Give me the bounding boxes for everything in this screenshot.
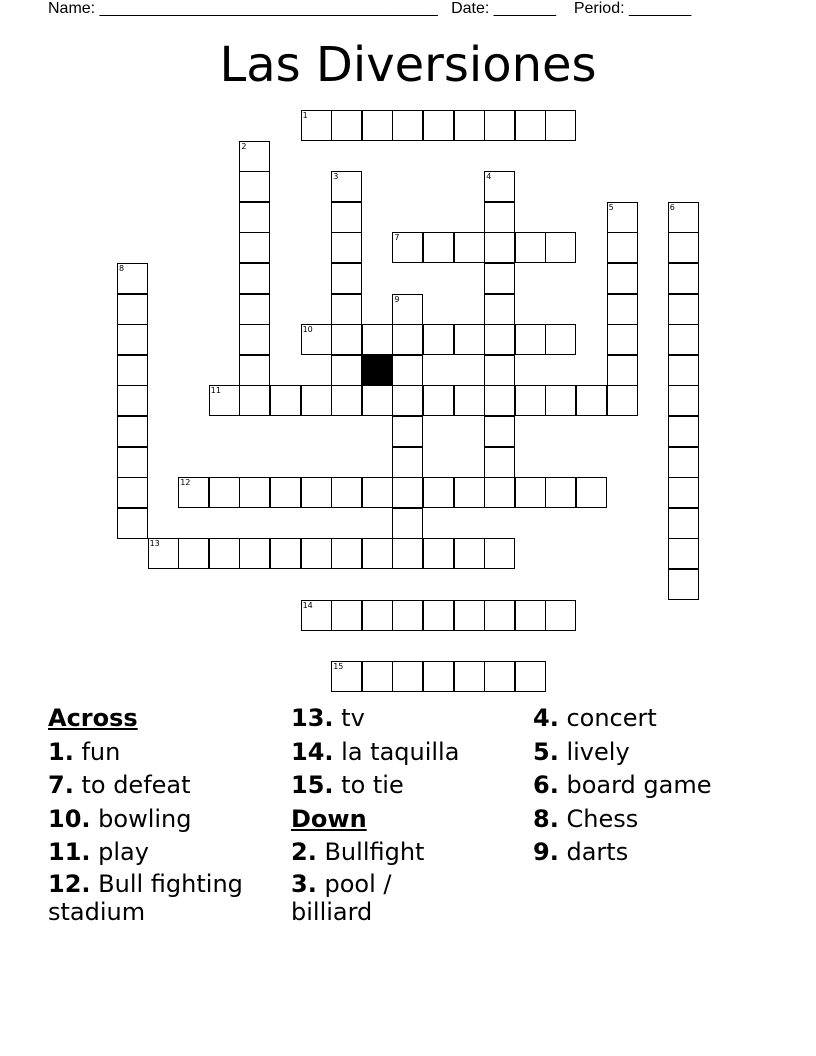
grid-cell[interactable] — [454, 538, 485, 569]
grid-cell[interactable] — [423, 661, 454, 692]
grid-cell[interactable] — [484, 600, 515, 631]
grid-cell[interactable] — [515, 477, 546, 508]
across-heading: Across — [48, 704, 138, 732]
grid-cell[interactable] — [423, 110, 454, 141]
grid-cell[interactable] — [362, 385, 393, 416]
grid-cell[interactable] — [270, 538, 301, 569]
grid-cell[interactable] — [239, 355, 270, 386]
grid-cell[interactable] — [423, 477, 454, 508]
grid-cell[interactable] — [362, 661, 393, 692]
grid-cell[interactable] — [515, 110, 546, 141]
grid-cell[interactable] — [331, 477, 362, 508]
grid-cell[interactable] — [117, 355, 148, 386]
period-blank[interactable]: _______ — [629, 0, 692, 17]
grid-number: 13 — [149, 539, 160, 549]
grid-cell[interactable] — [423, 385, 454, 416]
grid-number: 7 — [394, 233, 400, 243]
grid-number: 12 — [180, 478, 191, 488]
name-label: Name: — [48, 0, 96, 17]
grid-cell[interactable] — [668, 416, 699, 447]
grid-cell[interactable] — [239, 324, 270, 355]
grid-cell[interactable] — [484, 477, 515, 508]
grid-cell[interactable] — [515, 600, 546, 631]
grid-cell[interactable] — [607, 324, 638, 355]
grid-cell[interactable] — [545, 600, 576, 631]
grid-cell[interactable] — [576, 385, 607, 416]
grid-cell[interactable] — [454, 477, 485, 508]
grid-cell[interactable] — [239, 385, 270, 416]
down-heading: Down — [291, 804, 367, 833]
grid-cell[interactable] — [392, 385, 423, 416]
grid-cell[interactable] — [270, 477, 301, 508]
grid-cell[interactable] — [209, 477, 240, 508]
date-blank[interactable]: _______ — [493, 0, 557, 17]
grid-cell[interactable] — [423, 232, 454, 263]
grid-number: 3 — [333, 172, 339, 182]
grid-cell[interactable] — [392, 538, 423, 569]
grid-cell[interactable] — [607, 294, 638, 325]
clue-across-11: 11. play — [48, 838, 149, 867]
grid-cell[interactable] — [209, 538, 240, 569]
grid-cell[interactable] — [117, 447, 148, 478]
clue-down-9: 9. darts — [533, 838, 629, 867]
grid-cell[interactable] — [239, 171, 270, 202]
grid-cell[interactable] — [331, 600, 362, 631]
grid-number: 4 — [486, 172, 492, 182]
clue-down-5: 5. lively — [533, 737, 630, 766]
grid-cell[interactable] — [484, 294, 515, 325]
grid-cell[interactable] — [484, 232, 515, 263]
page-title: Las Diversiones — [219, 37, 597, 93]
grid-number: 2 — [241, 141, 247, 151]
grid-number: 6 — [669, 202, 675, 212]
clue-across-13: 13. tv — [291, 704, 365, 732]
date-label: Date: — [451, 0, 490, 17]
grid-cell[interactable] — [331, 538, 362, 569]
grid-cell[interactable] — [392, 600, 423, 631]
black-cell — [362, 355, 393, 386]
grid-cell[interactable] — [423, 324, 454, 355]
clue-across-7: 7. to defeat — [48, 771, 191, 800]
period-label: Period: — [573, 0, 625, 17]
grid-cell[interactable] — [668, 477, 699, 508]
grid-cell[interactable] — [423, 600, 454, 631]
grid-cell[interactable] — [484, 110, 515, 141]
grid-cell[interactable] — [331, 385, 362, 416]
grid-cell[interactable] — [270, 385, 301, 416]
grid-cell[interactable] — [484, 661, 515, 692]
grid-cell[interactable] — [239, 294, 270, 325]
grid-cell[interactable] — [331, 202, 362, 233]
grid-cell[interactable] — [423, 538, 454, 569]
grid-cell[interactable] — [362, 324, 393, 355]
grid-cell[interactable] — [392, 508, 423, 539]
grid-cell[interactable] — [454, 232, 485, 263]
grid-cell[interactable] — [668, 538, 699, 569]
grid-number: 15 — [333, 661, 344, 671]
grid-cell[interactable] — [117, 385, 148, 416]
grid-cell[interactable] — [331, 294, 362, 325]
clue-down-6: 6. board game — [533, 771, 712, 800]
grid-cell[interactable] — [668, 263, 699, 294]
grid-cell[interactable] — [362, 110, 393, 141]
grid-number: 11 — [210, 386, 221, 396]
grid-cell[interactable] — [454, 600, 485, 631]
clue-column-2 — [291, 702, 491, 926]
grid-cell[interactable] — [239, 263, 270, 294]
clue-down-8: 8. Chess — [533, 804, 639, 833]
grid-cell[interactable] — [545, 385, 576, 416]
grid-cell[interactable] — [668, 294, 699, 325]
clue-across-15: 15. to tie — [291, 771, 404, 800]
grid-cell[interactable] — [117, 508, 148, 539]
grid-cell[interactable] — [576, 477, 607, 508]
grid-cell[interactable] — [454, 385, 485, 416]
grid-cell[interactable] — [515, 385, 546, 416]
grid-cell[interactable] — [301, 538, 332, 569]
grid-cell[interactable] — [454, 110, 485, 141]
grid-cell[interactable] — [392, 416, 423, 447]
grid-cell[interactable] — [392, 355, 423, 386]
grid-cell[interactable] — [484, 355, 515, 386]
grid-number: 14 — [302, 600, 313, 610]
grid-cell[interactable] — [668, 324, 699, 355]
grid-cell[interactable] — [668, 447, 699, 478]
grid-cell[interactable] — [362, 538, 393, 569]
grid-cell[interactable] — [545, 324, 576, 355]
grid-cell[interactable] — [454, 324, 485, 355]
grid-cell[interactable] — [117, 324, 148, 355]
grid-cell[interactable] — [331, 263, 362, 294]
grid-cell[interactable] — [607, 355, 638, 386]
grid-number: 9 — [394, 294, 400, 304]
grid-cell[interactable] — [362, 477, 393, 508]
grid-cell[interactable] — [392, 477, 423, 508]
grid-cell[interactable] — [117, 477, 148, 508]
grid-cell[interactable] — [484, 416, 515, 447]
clue-across-14: 14. la taquilla — [291, 737, 460, 766]
grid-cell[interactable] — [331, 324, 362, 355]
grid-cell[interactable] — [178, 538, 209, 569]
grid-cell[interactable] — [301, 477, 332, 508]
grid-number: 5 — [608, 202, 614, 212]
grid-cell[interactable] — [454, 661, 485, 692]
clue-down-4: 4. concert — [533, 704, 657, 732]
clue-across-10: 10. bowling — [48, 804, 192, 833]
grid-cell[interactable] — [117, 416, 148, 447]
grid-cell[interactable] — [607, 263, 638, 294]
clue-across-1: 1. fun — [48, 737, 121, 766]
clue-down-3: 3. pool / billiard — [291, 869, 392, 926]
grid-cell[interactable] — [239, 538, 270, 569]
grid-number: 10 — [302, 325, 313, 335]
grid-cell[interactable] — [392, 447, 423, 478]
grid-cell[interactable] — [515, 324, 546, 355]
grid-cell[interactable] — [331, 232, 362, 263]
grid-cell[interactable] — [607, 385, 638, 416]
grid-cell[interactable] — [668, 508, 699, 539]
grid-cell[interactable] — [515, 661, 546, 692]
grid-cell[interactable] — [668, 355, 699, 386]
grid-cell[interactable] — [239, 202, 270, 233]
grid-cell[interactable] — [362, 600, 393, 631]
name-blank[interactable]: ______________________________________ — [99, 0, 438, 17]
grid-cell[interactable] — [239, 477, 270, 508]
grid-cell[interactable] — [392, 110, 423, 141]
grid-cell[interactable] — [392, 661, 423, 692]
grid-cell[interactable] — [668, 569, 699, 600]
grid-cell[interactable] — [117, 294, 148, 325]
grid-cell[interactable] — [515, 232, 546, 263]
grid-cell[interactable] — [484, 538, 515, 569]
grid-cell[interactable] — [331, 110, 362, 141]
grid-number: 1 — [302, 111, 308, 120]
grid-cell[interactable] — [484, 202, 515, 233]
grid-cell[interactable] — [484, 385, 515, 416]
grid-cell[interactable] — [331, 355, 362, 386]
grid-cell[interactable] — [545, 477, 576, 508]
grid-number: 8 — [119, 264, 125, 273]
grid-cell[interactable] — [545, 110, 576, 141]
clue-column-3 — [533, 702, 803, 870]
grid-cell[interactable] — [668, 385, 699, 416]
grid-cell[interactable] — [545, 232, 576, 263]
grid-cell[interactable] — [484, 324, 515, 355]
clue-column-1 — [48, 702, 278, 926]
grid-cell[interactable] — [484, 447, 515, 478]
grid-cell[interactable] — [392, 324, 423, 355]
grid-cell[interactable] — [484, 263, 515, 294]
grid-cell[interactable] — [301, 385, 332, 416]
grid-cell[interactable] — [668, 232, 699, 263]
clue-across-12: 12. Bull fighting stadium — [48, 869, 243, 926]
grid-cell[interactable] — [239, 232, 270, 263]
clue-down-2: 2. Bullfight — [291, 838, 425, 867]
grid-cell[interactable] — [607, 232, 638, 263]
